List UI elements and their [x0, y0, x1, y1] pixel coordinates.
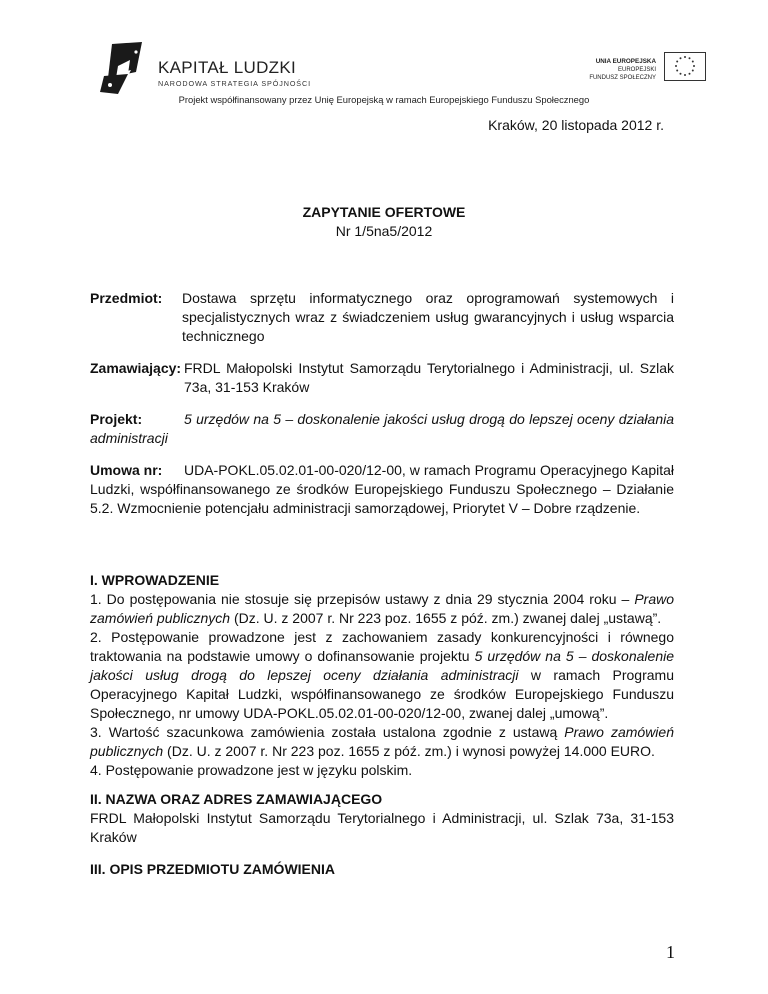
eu-line-2: EUROPEJSKI — [617, 67, 656, 73]
eu-line-1: UNIA EUROPEJSKA — [595, 58, 656, 65]
zamawiajacy-text: FRDL Małopolski Instytut Samorządu Terytorialnego i Administracji, ul. Szlak 73a, 31-153 Kraków — [184, 360, 674, 395]
section-1-para-3: 3. Wartość szacunkowa zamówienia została ustalona zgodnie z ustawą Prawo zamówień publicznych (Dz. U. z 2007 r. Nr 223 poz. 1655 z póź. zm.) i wynosi powyżej 14.000 EURO. — [90, 724, 674, 759]
section-wprowadzenie — [90, 571, 674, 780]
zamawiajacy-label: Zamawiający: — [90, 360, 182, 376]
eu-text-block — [570, 58, 656, 81]
przedmiot-row — [90, 289, 674, 346]
section-1-para-4: 4. Postępowanie prowadzone jest w języku polskim. — [90, 762, 413, 778]
umowa-text: UDA-POKL.05.02.01-00-020/12-00, w ramach Programu Operacyjnego Kapitał Ludzki, współfinansowanego ze środków Europejskiego Funduszu Społecznego – Działanie 5.2. Wzmocnienie potencjału administracji samorządowej, Priorytet V – Dobre rządzenie. — [90, 462, 674, 516]
section-opis-przedmiotu — [90, 860, 674, 879]
zamawiajacy-row — [90, 359, 674, 397]
cofinance-note: Projekt współfinansowany przez Unię Europejską w ramach Europejskiego Funduszu Społecznego — [178, 94, 590, 105]
projekt-label: Projekt: — [90, 411, 143, 427]
przedmiot-text: Dostawa sprzętu informatycznego oraz oprogramowań systemowych i specjalistycznych wraz z świadczeniem usług gwarancyjnych i usług wsparcia technicznego — [182, 290, 674, 344]
eu-line-3: FUNDUSZ SPOŁECZNY — [589, 75, 656, 81]
projekt-text: 5 urzędów na 5 – doskonalenie jakości usług drogą do lepszej oceny działania administracji — [90, 411, 674, 446]
umowa-row — [90, 461, 674, 518]
eu-flag-icon — [664, 52, 706, 81]
section-1-para-2: 2. Postępowanie prowadzone jest z zachowaniem zasady konkurencyjności i równego traktowania na podstawie umowy o dofinansowanie projektu 5 urzędów na 5 – doskonalenie jakości usług drogą do lepszej oceny działania administracji w ramach Programu Operacyjnego Kapitał Ludzki, współfinansowanego ze środków Europejskiego Funduszu Społecznego, nr umowy UDA-POKL.05.02.01-00-020/12-00, zwanej dalej „umową”. — [90, 629, 674, 721]
document-number: Nr 1/5na5/2012 — [335, 223, 433, 239]
section-2-heading: II. NAZWA ORAZ ADRES ZAMAWIAJĄCEGO — [90, 791, 383, 807]
kl-title: KAPITAŁ LUDZKI — [158, 58, 297, 77]
umowa-label: Umowa nr: — [90, 462, 163, 478]
kapital-ludzki-wordmark — [158, 58, 311, 88]
section-nazwa-adres — [90, 790, 674, 847]
przedmiot-label: Przedmiot: — [90, 290, 163, 306]
projekt-row — [90, 410, 674, 448]
kl-subtitle: NARODOWA STRATEGIA SPÓJNOŚCI — [158, 79, 311, 88]
section-2-text: FRDL Małopolski Instytut Samorządu Terytorialnego i Administracji, ul. Szlak 73a, 31-153 Kraków — [90, 810, 674, 845]
section-1-para-1: 1. Do postępowania nie stosuje się przepisów ustawy z dnia 29 stycznia 2004 roku – Prawo zamówień publicznych (Dz. U. z 2007 r. Nr 223 poz. 1655 z póź. zm.) zwanej dalej „ustawą”. — [90, 591, 674, 626]
section-1-heading: I. WPROWADZENIE — [90, 572, 220, 588]
document-title-block — [0, 203, 768, 241]
document-title: ZAPYTANIE OFERTOWE — [302, 204, 466, 220]
document-date: Kraków, 20 listopada 2012 r. — [488, 117, 664, 133]
section-3-heading: III. OPIS PRZEDMIOTU ZAMÓWIENIA — [90, 861, 335, 877]
page-number: 1 — [666, 942, 675, 962]
kapital-ludzki-logo-icon — [98, 38, 160, 96]
